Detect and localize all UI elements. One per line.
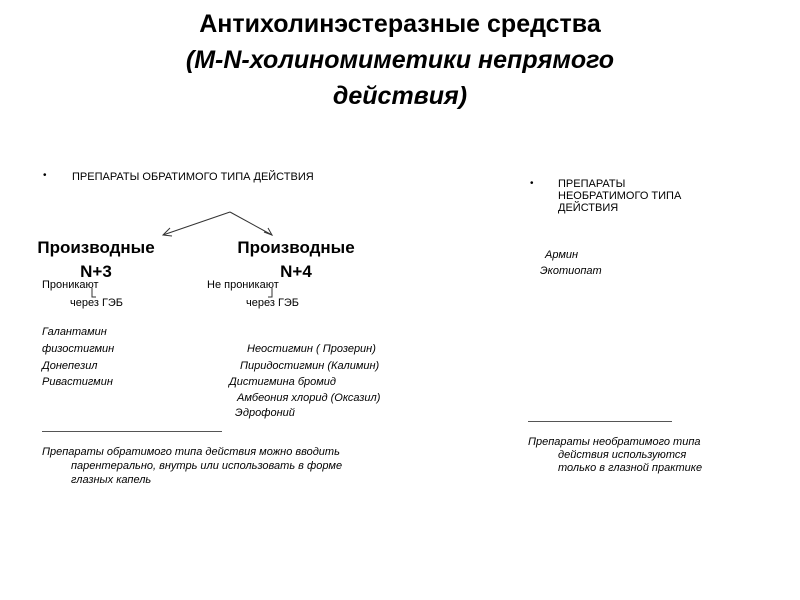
heading-n4-line-2: N+4 — [280, 262, 312, 281]
left-note-line-3: глазных капель — [71, 474, 152, 486]
right-note-line-1: Препараты необратимого типа — [528, 436, 701, 448]
n4-drug-2: Пиридостигмин (Калимин) — [240, 360, 380, 372]
right-drug-1: Армин — [545, 249, 579, 261]
n3-penetration-line-2: через ГЭБ — [70, 297, 124, 309]
n3-drug-3: Донепезил — [42, 360, 98, 372]
n3-drug-2: физостигмин — [42, 343, 115, 355]
right-divider — [528, 421, 672, 422]
n3-penetration-line-1: Проникают — [42, 279, 99, 291]
left-note-line-2: парентерально, внутрь или использовать в форме — [71, 460, 343, 472]
heading-n3 — [22, 236, 170, 284]
heading-n4 — [222, 236, 370, 284]
title-line-2: (M-N-холиномиметики непрямого — [185, 46, 615, 74]
right-note-line-3: только в глазной практике — [558, 462, 703, 474]
heading-n3-line-1: Производные — [37, 238, 155, 257]
left-bullet-text: ПРЕПАРАТЫ ОБРАТИМОГО ТИПА ДЕЙСТВИЯ — [72, 171, 314, 183]
n4-penetration-line-1: Не проникают — [207, 279, 279, 291]
right-bullet-line-1: ПРЕПАРАТЫ — [558, 178, 626, 190]
bullet-dot-icon: • — [530, 178, 534, 189]
title-line-1: Антихолинэстеразные средства — [199, 10, 601, 38]
n4-drug-1: Неостигмин ( Прозерин) — [247, 343, 376, 355]
right-bullet-line-2: НЕОБРАТИМОГО ТИПА — [558, 190, 682, 202]
n4-drug-4: Амбеония хлорид (Оксазил) — [237, 392, 381, 404]
title-line-3: действия) — [332, 82, 468, 110]
n3-drug-1: Галантамин — [42, 326, 107, 338]
right-note-line-2: действия используются — [558, 449, 687, 461]
n4-penetration-line-2: через ГЭБ — [246, 297, 300, 309]
n3-drug-4: Ривастигмин — [42, 376, 113, 388]
heading-n3-line-2: N+3 — [80, 262, 112, 281]
left-note-line-1: Препараты обратимого типа действия можно вводить — [42, 446, 340, 458]
heading-n4-line-1: Производные — [237, 238, 355, 257]
left-divider — [42, 431, 222, 432]
bullet-dot-icon: • — [43, 170, 47, 181]
n4-drug-3: Дистигмина бромид — [229, 376, 336, 388]
right-drug-2: Экотиопат — [540, 265, 602, 277]
n4-drug-5: Эдрофоний — [235, 407, 295, 419]
right-bullet-line-3: ДЕЙСТВИЯ — [558, 202, 619, 214]
